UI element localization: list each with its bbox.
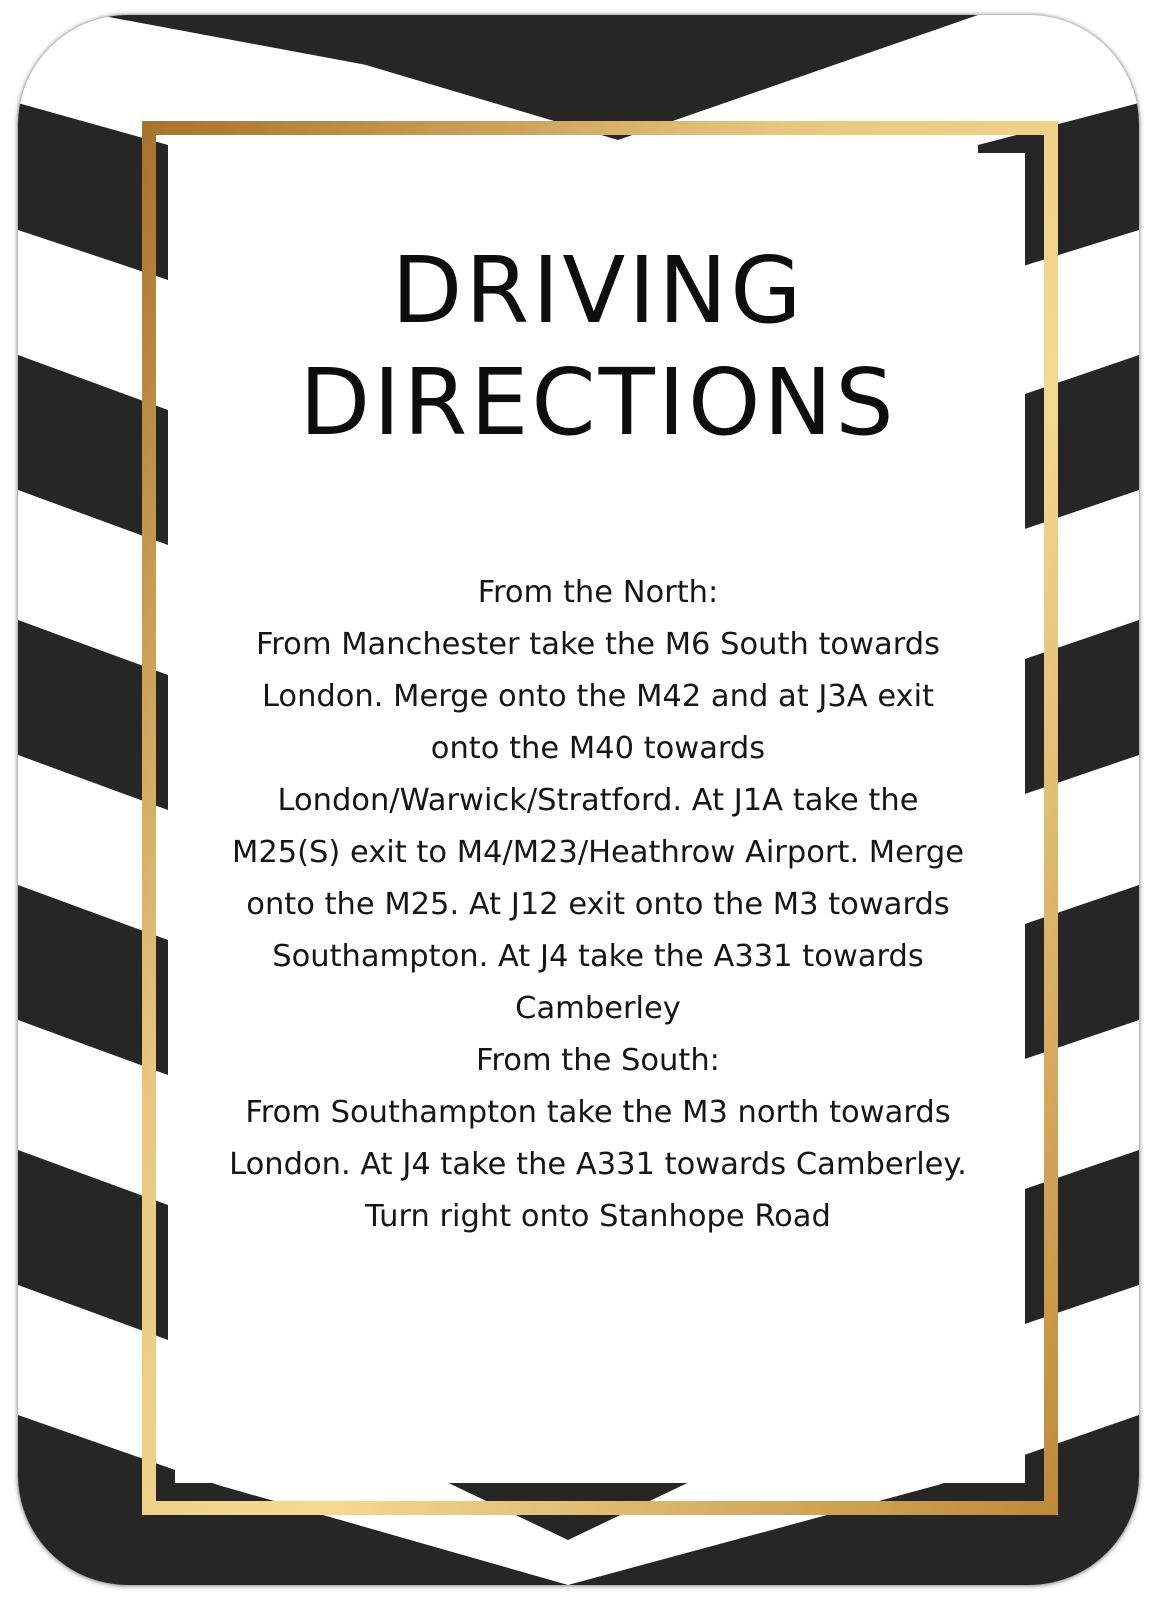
title-line-2: DIRECTIONS (299, 349, 897, 456)
north-directions: From Manchester take the M6 South towards London. Merge onto the M42 and at J3A exit onto the M40 towards London/Warwick/Stratford. At J1A take the M25(S) exit to M4/M23/Heathrow Airport. Merge onto the M25. At J12 exit onto the M3 towards Southampton. At J4 take the A331 towards Camberley (232, 627, 964, 1026)
north-heading: From the North: (477, 575, 719, 610)
south-heading: From the South: (476, 1043, 720, 1078)
driving-directions-card (18, 15, 1139, 1585)
directions-text (228, 567, 968, 1243)
south-directions: From Southampton take the M3 north towards London. At J4 take the A331 towards Camberley. Turn right onto Stanhope Road (229, 1095, 967, 1234)
page-title (158, 235, 1038, 459)
title-line-1: DRIVING (391, 237, 805, 344)
